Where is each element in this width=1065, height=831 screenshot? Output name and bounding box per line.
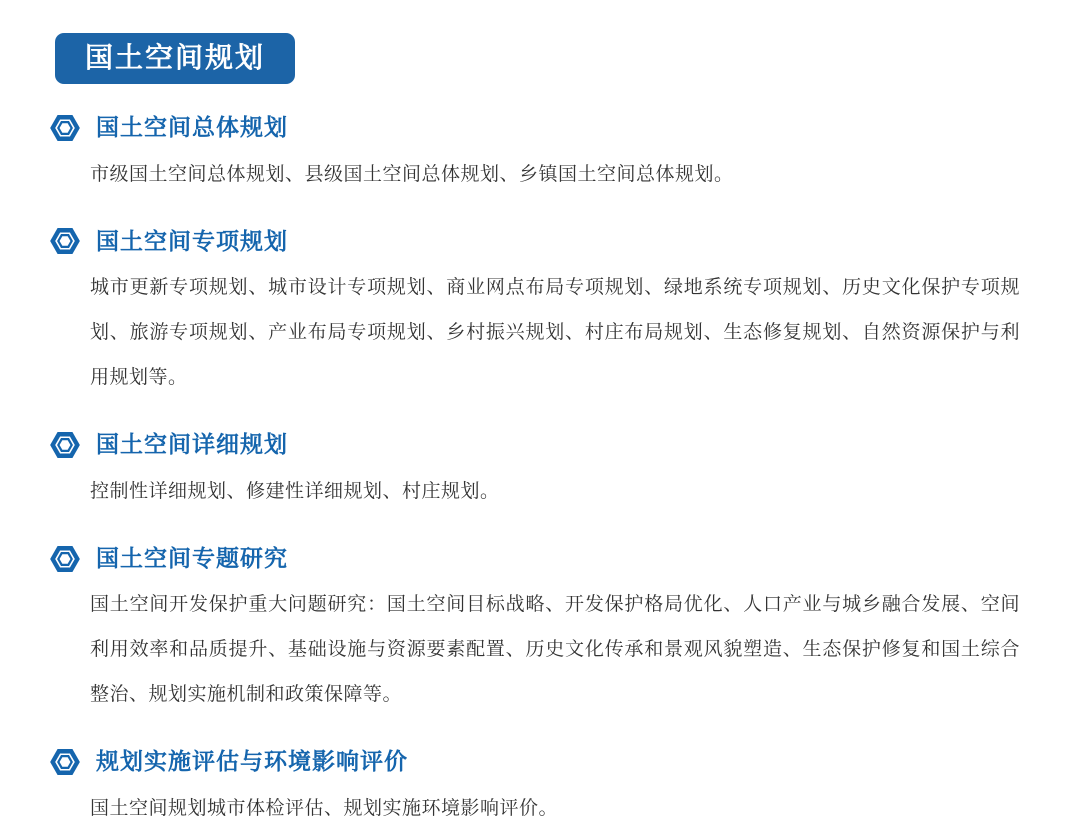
section-body: 国土空间规划城市体检评估、规划实施环境影响评价。 [90, 797, 559, 819]
section-heading [50, 114, 1020, 142]
section-heading [50, 228, 1020, 256]
hexagon-bullet-icon [50, 749, 80, 775]
section-header-badge: 国土空间规划 [55, 33, 295, 84]
section-detailed-planning [50, 431, 1020, 514]
section-master-planning [50, 114, 1020, 197]
hexagon-bullet-icon [50, 115, 80, 141]
hexagon-bullet-icon [50, 432, 80, 458]
section-body: 控制性详细规划、修建性详细规划、村庄规划。 [90, 480, 500, 502]
section-heading [50, 545, 1020, 573]
section-body: 国土空间开发保护重大问题研究：国土空间目标战略、开发保护格局优化、人口产业与城乡融合发展、空间利用效率和品质提升、基础设施与资源要素配置、历史文化传承和景观风貌塑造、生态保护修复和国土综合整治、规划实施机制和政策保障等。 [90, 594, 1020, 706]
section-implementation-evaluation [50, 748, 1020, 831]
section-body: 城市更新专项规划、城市设计专项规划、商业网点布局专项规划、绿地系统专项规划、历史文化保护专项规划、旅游专项规划、产业布局专项规划、乡村振兴规划、村庄布局规划、生态修复规划、自然资源保护与利用规划等。 [90, 277, 1020, 389]
section-title: 国土空间详细规划 [96, 431, 288, 458]
section-title: 国土空间专项规划 [96, 227, 288, 254]
section-body: 市级国土空间总体规划、县级国土空间总体规划、乡镇国土空间总体规划。 [90, 163, 734, 185]
sections-list [0, 114, 1065, 831]
section-heading [50, 431, 1020, 459]
section-heading [50, 748, 1020, 776]
section-title: 国土空间专题研究 [96, 544, 288, 571]
section-special-planning [50, 228, 1020, 401]
section-thematic-research [50, 545, 1020, 718]
section-title: 国土空间总体规划 [96, 114, 288, 140]
hexagon-bullet-icon [50, 228, 80, 254]
hexagon-bullet-icon [50, 546, 80, 572]
section-title: 规划实施评估与环境影响评价 [96, 748, 408, 775]
